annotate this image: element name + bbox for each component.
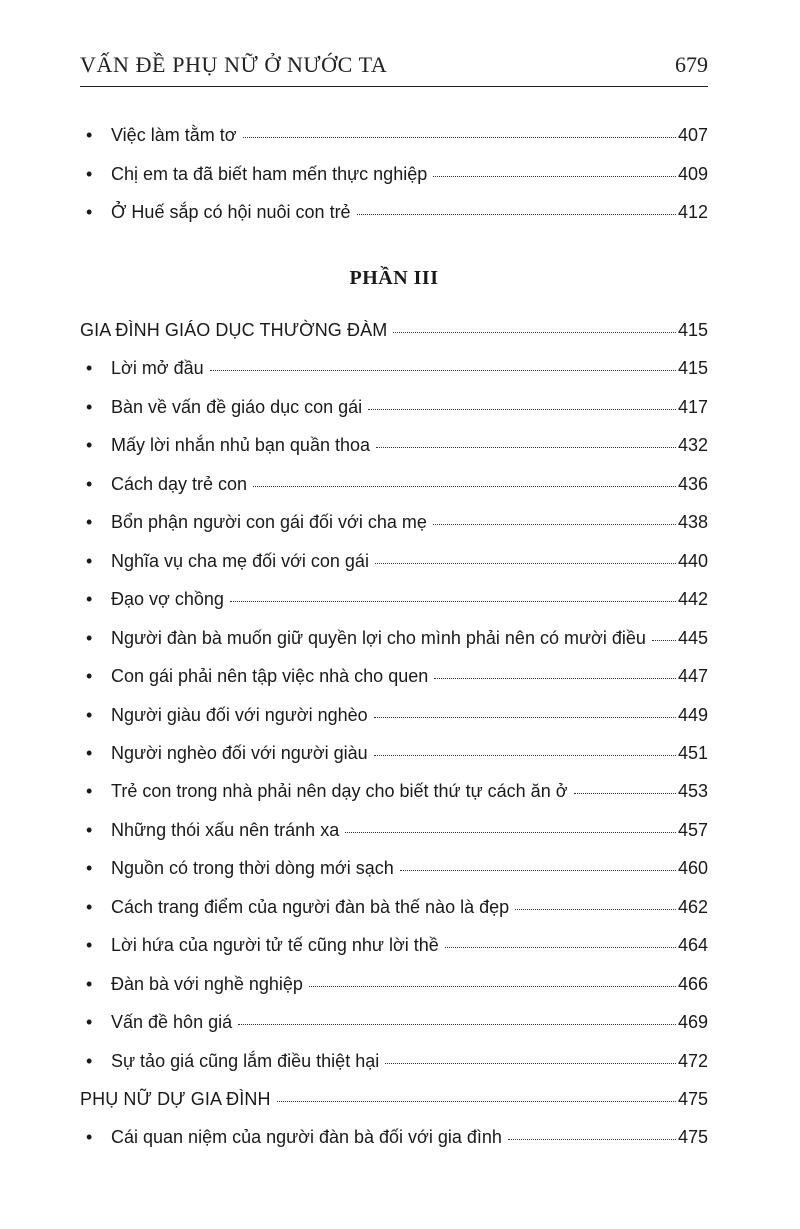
toc-chapter-title: GIA ĐÌNH GIÁO DỤC THƯỜNG ĐÀM — [80, 320, 388, 340]
dot-leader — [309, 985, 676, 987]
bullet-icon: • — [86, 550, 93, 571]
toc-page-number: 440 — [677, 550, 708, 571]
toc-page-number: 472 — [677, 1050, 708, 1071]
toc-entry-row — [80, 969, 708, 999]
toc-entry-row — [80, 197, 708, 227]
toc-page-number: 436 — [677, 473, 708, 494]
dot-leader — [574, 792, 676, 794]
toc-entry-row — [80, 700, 708, 730]
dot-leader — [385, 1062, 676, 1064]
bullet-icon: • — [86, 742, 93, 763]
toc-entry-row — [80, 738, 708, 768]
toc-entry-row — [80, 1007, 708, 1037]
toc-entry-row — [80, 1046, 708, 1076]
toc-entry-title: Những thói xấu nên tránh xa — [111, 819, 340, 840]
toc-page-number: 432 — [677, 435, 708, 456]
toc-page-number: 460 — [677, 858, 708, 879]
toc-entry-title: Việc làm tằm tơ — [111, 125, 237, 145]
bullet-icon: • — [86, 858, 93, 879]
toc-entry-title: Trẻ con trong nhà phải nên dạy cho biết thứ tự cách ăn ở — [111, 781, 568, 802]
toc-page-number: 475 — [677, 1127, 708, 1148]
dot-leader — [508, 1138, 676, 1140]
toc-entry-row — [80, 930, 708, 960]
dot-leader — [345, 831, 676, 833]
dot-leader — [374, 716, 676, 718]
toc-chapter-row — [80, 1084, 708, 1114]
toc-page-number: 442 — [677, 589, 708, 610]
toc-entry-row — [80, 546, 708, 576]
toc-page-number: 445 — [677, 627, 708, 648]
toc-page-number: 462 — [677, 896, 708, 917]
bullet-icon: • — [86, 973, 93, 994]
toc-entry-title: Mấy lời nhắn nhủ bạn quần thoa — [111, 435, 370, 456]
toc-entry-row — [80, 120, 708, 150]
toc-entry-row — [80, 392, 708, 422]
dot-leader — [515, 908, 676, 910]
toc-entry-row — [80, 892, 708, 922]
toc-entry-row — [80, 776, 708, 806]
dot-leader — [433, 523, 676, 525]
toc-page-number: 449 — [677, 704, 708, 725]
toc-entry-title: Lời mở đầu — [111, 358, 204, 379]
bullet-icon: • — [86, 163, 93, 184]
toc-entry-title: Người đàn bà muốn giữ quyền lợi cho mình phải nên có mười điều — [111, 627, 646, 648]
running-title: VẤN ĐỀ PHỤ NỮ Ở NƯỚC TA — [80, 52, 388, 77]
toc-entry-title: Ở Huế sắp có hội nuôi con trẻ — [111, 202, 351, 223]
toc-entry-row — [80, 661, 708, 691]
bullet-icon: • — [86, 1012, 93, 1033]
toc-entry-title: Vấn đề hôn giá — [111, 1012, 233, 1033]
dot-leader — [433, 175, 676, 177]
bullet-icon: • — [86, 358, 93, 379]
toc-entry-title: Sự tảo giá cũng lắm điều thiệt hại — [111, 1050, 380, 1071]
toc-entry-title: Cách trang điểm của người đàn bà thế nào là đẹp — [111, 896, 510, 917]
dot-leader — [277, 1100, 676, 1102]
bullet-icon: • — [86, 435, 93, 456]
bullet-icon: • — [86, 589, 93, 610]
toc-page-number: 412 — [677, 202, 708, 223]
dot-leader — [375, 562, 676, 564]
toc-page-number: 417 — [677, 396, 708, 417]
bullet-icon: • — [86, 396, 93, 417]
dot-leader — [434, 677, 676, 679]
bullet-icon: • — [86, 666, 93, 687]
toc-entry-row — [80, 507, 708, 537]
toc-entry-row — [80, 584, 708, 614]
toc-entry-title: Cách dạy trẻ con — [111, 473, 248, 494]
toc-entry-title: Đàn bà với nghề nghiệp — [111, 973, 303, 994]
dot-leader — [368, 408, 676, 410]
bullet-icon: • — [86, 819, 93, 840]
toc-entry-title: Con gái phải nên tập việc nhà cho quen — [111, 666, 429, 687]
toc-entry-row — [80, 469, 708, 499]
toc-entry-title: Người giàu đối với người nghèo — [111, 704, 368, 725]
toc-page-number: 409 — [677, 163, 708, 184]
toc-entry-title: Đạo vợ chồng — [111, 589, 224, 610]
dot-leader — [238, 1023, 676, 1025]
dot-leader — [253, 485, 676, 487]
toc-page-number: 415 — [677, 320, 708, 340]
toc-entry-title: Người nghèo đối với người giàu — [111, 742, 368, 763]
toc-entry-title: Cái quan niệm của người đàn bà đối với gia đình — [111, 1127, 502, 1148]
dot-leader — [210, 369, 676, 371]
toc-entry-title: Lời hứa của người tử tế cũng như lời thề — [111, 935, 439, 956]
dot-leader — [652, 639, 676, 641]
toc-page-number: 466 — [677, 973, 708, 994]
toc-page-number: 438 — [677, 512, 708, 533]
toc-entry-row — [80, 623, 708, 653]
toc-page-number: 451 — [677, 742, 708, 763]
toc-entry-row — [80, 430, 708, 460]
toc-page-number: 464 — [677, 935, 708, 956]
toc-entry-title: Nguồn có trong thời dòng mới sạch — [111, 858, 394, 879]
bullet-icon: • — [86, 781, 93, 802]
toc-entry-row — [80, 853, 708, 883]
toc-entry-title: Bàn về vấn đề giáo dục con gái — [111, 396, 363, 417]
bullet-icon: • — [86, 1050, 93, 1071]
dot-leader — [376, 446, 676, 448]
dot-leader — [445, 946, 676, 948]
page-number: 679 — [675, 52, 708, 77]
toc-page-number: 453 — [677, 781, 708, 802]
toc-page-number: 457 — [677, 819, 708, 840]
dot-leader — [400, 869, 676, 871]
toc-page-number: 475 — [677, 1089, 708, 1109]
toc-page-number: 469 — [677, 1012, 708, 1033]
toc-entry-row — [80, 159, 708, 189]
toc-entry-title: Bổn phận người con gái đối với cha mẹ — [111, 512, 427, 533]
toc-chapter-row — [80, 315, 708, 345]
toc-entry-row — [80, 1122, 708, 1152]
toc-entry-row — [80, 353, 708, 383]
dot-leader — [357, 213, 676, 215]
dot-leader — [243, 136, 676, 138]
bullet-icon: • — [86, 896, 93, 917]
toc-page-number: 407 — [677, 125, 708, 145]
page-header — [80, 52, 708, 87]
bullet-icon: • — [86, 473, 93, 494]
dot-leader — [374, 754, 676, 756]
toc-entry-row — [80, 815, 708, 845]
bullet-icon: • — [86, 704, 93, 725]
dot-leader — [230, 600, 676, 602]
bullet-icon: • — [86, 512, 93, 533]
toc-chapter-title: PHỤ NỮ DỰ GIA ĐÌNH — [80, 1089, 271, 1109]
bullet-icon: • — [86, 125, 93, 145]
section-heading: PHẦN III — [349, 267, 439, 289]
toc-entry-title: Chị em ta đã biết ham mến thực nghiệp — [111, 163, 428, 184]
bullet-icon: • — [86, 627, 93, 648]
bullet-icon: • — [86, 1127, 93, 1148]
toc-page-number: 447 — [677, 666, 708, 687]
bullet-icon: • — [86, 935, 93, 956]
bullet-icon: • — [86, 202, 93, 223]
toc-page-number: 415 — [677, 358, 708, 379]
dot-leader — [393, 331, 676, 333]
toc-entry-title: Nghĩa vụ cha mẹ đối với con gái — [111, 550, 369, 571]
